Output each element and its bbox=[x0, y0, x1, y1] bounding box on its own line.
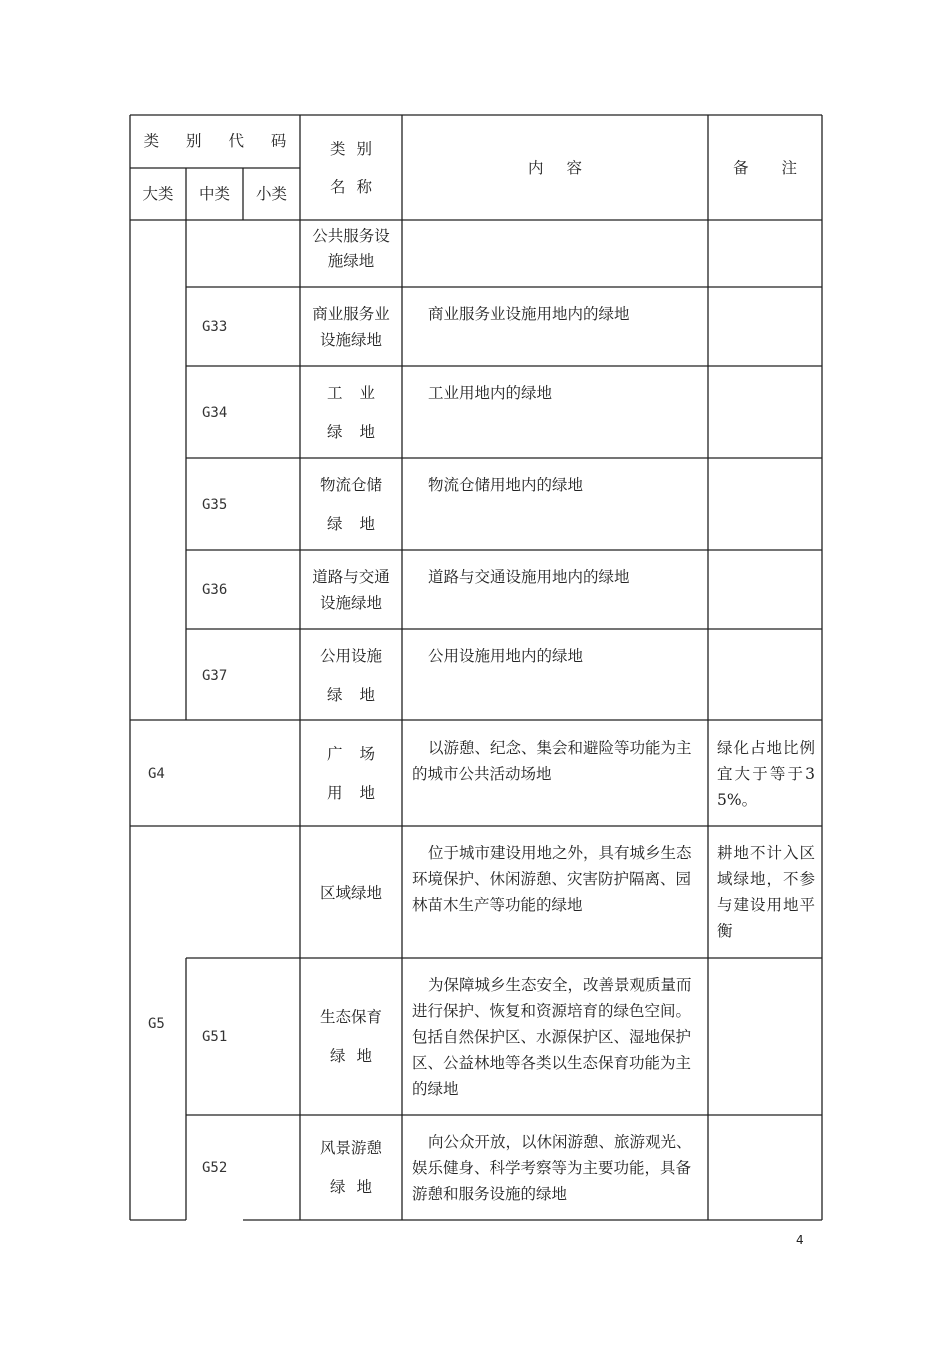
row-code: G36 bbox=[202, 582, 228, 598]
row-content: 道路与交通设施用地内的绿地 bbox=[428, 568, 630, 586]
row-name-line1: 道路与交通 bbox=[312, 568, 390, 586]
page-number: 4 bbox=[796, 1233, 804, 1247]
row-content: 公用设施用地内的绿地 bbox=[428, 647, 584, 665]
row-code: G34 bbox=[202, 405, 228, 421]
row-content: 以游憩、纪念、集会和避险等功能为主的城市公共活动场地 bbox=[412, 739, 692, 783]
row-name-line2: 绿 地 bbox=[327, 515, 375, 533]
row-name-line1: 公共服务设 bbox=[312, 227, 390, 245]
row-name-line1: 工 业 bbox=[327, 384, 375, 402]
header-remark: 备 注 bbox=[733, 159, 797, 177]
row-name-line2: 绿 地 bbox=[330, 1047, 372, 1065]
header-code-group: 类 别 代 码 bbox=[143, 132, 287, 150]
header-medium: 中类 bbox=[198, 185, 230, 203]
row-content: 物流仓储用地内的绿地 bbox=[428, 476, 584, 494]
row-code: G37 bbox=[202, 668, 228, 684]
header-major: 大类 bbox=[142, 185, 174, 203]
row-code: G5 bbox=[148, 1016, 165, 1032]
row-name-line1: 区域绿地 bbox=[319, 884, 382, 902]
row-content: 工业用地内的绿地 bbox=[428, 384, 553, 402]
row-name-line1: 风景游憩 bbox=[319, 1139, 382, 1157]
header-name-top: 类 别 bbox=[330, 140, 372, 158]
row-name-line1: 公用设施 bbox=[319, 647, 382, 665]
row-remark: 耕地不计入区域绿地，不参与建设用地平衡 bbox=[717, 844, 815, 940]
row-code: G52 bbox=[202, 1160, 228, 1176]
row-content: 商业服务业设施用地内的绿地 bbox=[428, 305, 630, 323]
row-name-line2: 绿 地 bbox=[327, 423, 375, 441]
header-minor: 小类 bbox=[255, 185, 287, 203]
header-content: 内 容 bbox=[528, 159, 582, 177]
row-name-line1: 广 场 bbox=[327, 745, 375, 763]
row-remark: 绿化占地比例宜大于等于35%。 bbox=[717, 739, 815, 809]
row-name-line2: 绿 地 bbox=[327, 686, 375, 704]
row-name-line1: 生态保育 bbox=[319, 1008, 382, 1026]
row-name-line2: 用 地 bbox=[327, 784, 375, 802]
row-code: G51 bbox=[202, 1029, 228, 1045]
row-content: 向公众开放，以休闲游憩、旅游观光、娱乐健身、科学考察等为主要功能，具备游憩和服务设施的绿地 bbox=[412, 1133, 692, 1203]
header-name-bottom: 名 称 bbox=[330, 178, 372, 196]
row-name-line2: 设施绿地 bbox=[319, 331, 382, 349]
row-name-line2: 施绿地 bbox=[327, 252, 375, 270]
row-code: G35 bbox=[202, 497, 228, 513]
row-content: 位于城市建设用地之外，具有城乡生态环境保护、休闲游憩、灾害防护隔离、园林苗木生产等功能的绿地 bbox=[412, 844, 692, 914]
row-name-line2: 设施绿地 bbox=[319, 594, 382, 612]
row-name-line2: 绿 地 bbox=[330, 1178, 372, 1196]
row-code: G4 bbox=[148, 766, 165, 782]
row-name-line1: 商业服务业 bbox=[312, 305, 390, 323]
row-name-line1: 物流仓储 bbox=[319, 476, 382, 494]
row-content: 为保障城乡生态安全，改善景观质量而进行保护、恢复和资源培育的绿色空间。包括自然保护区、水源保护区、湿地保护区、公益林地等各类以生态保育功能为主的绿地 bbox=[412, 976, 692, 1098]
row-code: G33 bbox=[202, 319, 228, 335]
